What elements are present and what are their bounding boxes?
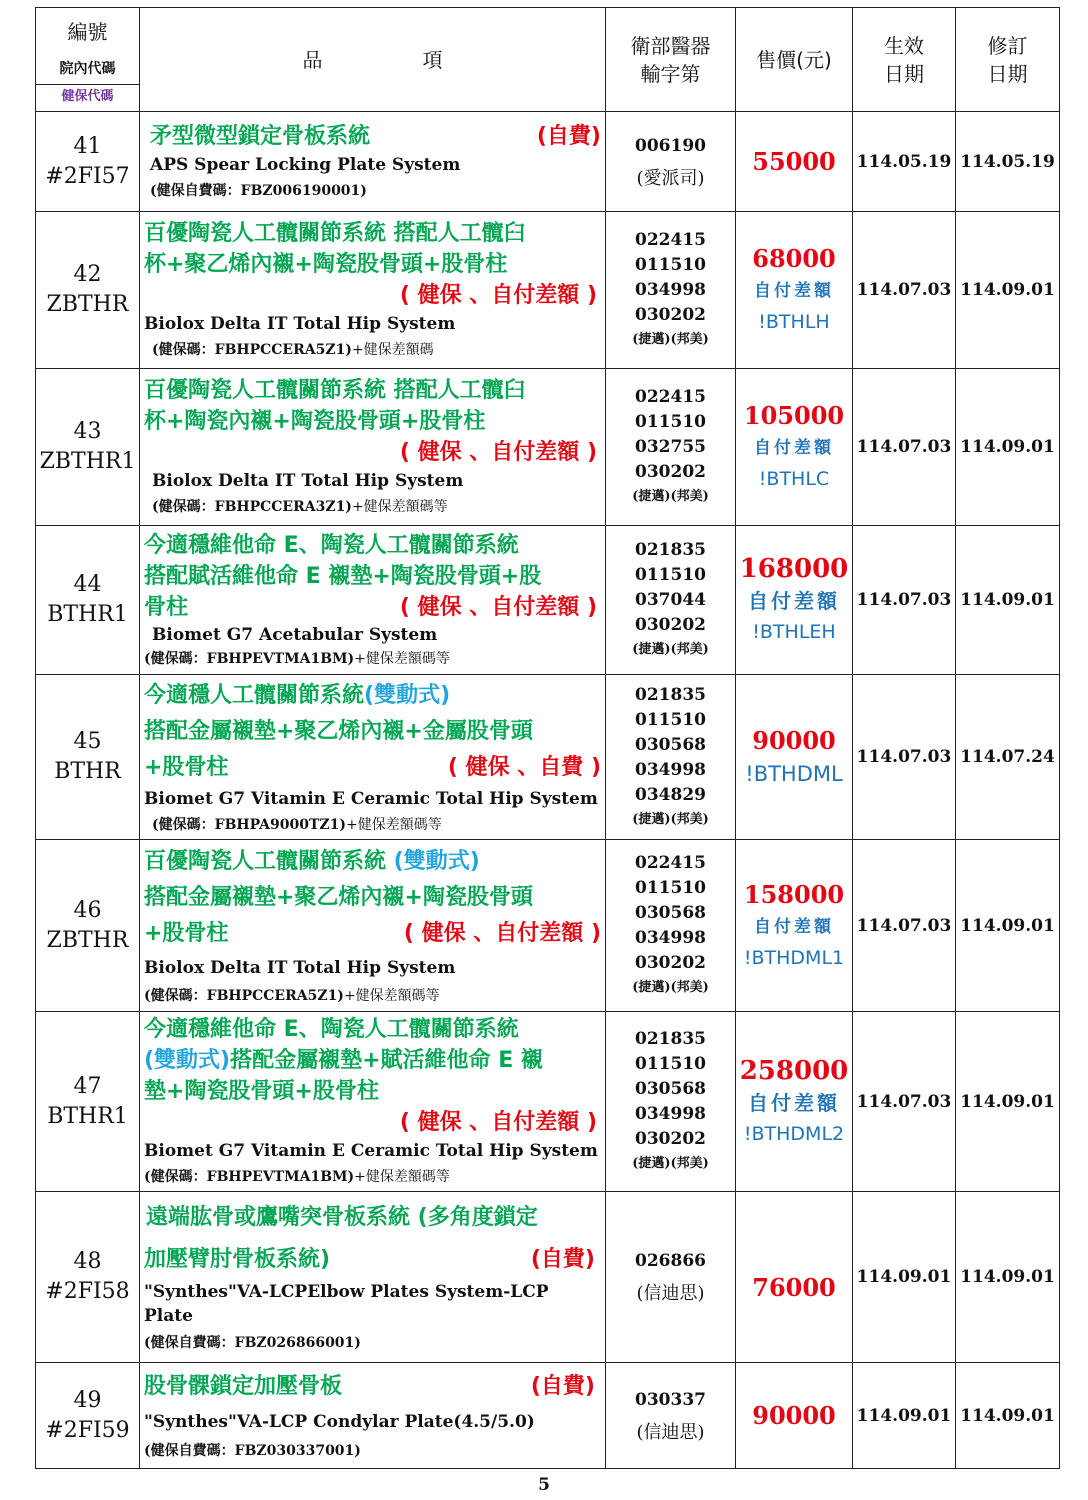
price: 76000 (736, 1192, 853, 1363)
permit-number: 022415 011510 032755 030202 (捷邁)(邦美) (606, 369, 736, 526)
price: 55000 (736, 112, 853, 212)
item-code: 49 #2FI59 (36, 1363, 140, 1469)
table-row (36, 369, 1060, 526)
price: 90000 !BTHDML (736, 675, 853, 840)
revised-date: 114.09.01 (956, 1192, 1060, 1363)
revised-date: 114.09.01 (956, 1363, 1060, 1469)
item-description: 矛型微型鎖定骨板系統 (自費) APS Spear Locking Plate System (健保自費碼：FBZ006190001) (140, 112, 606, 212)
revised-date: 114.07.24 (956, 675, 1060, 840)
permit-number: 021835 011510 030568 034998 034829 (捷邁)(邦美) (606, 675, 736, 840)
header-row (36, 8, 1060, 112)
revised-date: 114.05.19 (956, 112, 1060, 212)
effective-date: 114.07.03 (853, 369, 956, 526)
effective-date: 114.09.01 (853, 1192, 956, 1363)
price: 158000 自付差額 !BTHDML1 (736, 840, 853, 1012)
permit-number: 030337 (信迪思) (606, 1363, 736, 1469)
item-description: 今適穩人工髖關節系統(雙動式) 搭配金屬襯墊+聚乙烯內襯+金屬股骨頭 +股骨柱 ( 健保 、自費 ) Biomet G7 Vitamin E Ceramic Total Hip System (健保碼：FBHPA9000TZ1)+健保差額碼等 (140, 675, 606, 840)
header-price: 售價(元) (736, 8, 853, 112)
header-permit: 衛部醫器 輸字第 (606, 8, 736, 112)
effective-date: 114.07.03 (853, 840, 956, 1012)
effective-date: 114.05.19 (853, 112, 956, 212)
item-code: 44 BTHR1 (36, 526, 140, 675)
effective-date: 114.07.03 (853, 212, 956, 369)
item-description: 百優陶瓷人工髖關節系統 搭配人工髖臼 杯+陶瓷內襯+陶瓷股骨頭+股骨柱 ( 健保 、自付差額 ) Biolox Delta IT Total Hip System (健保碼：FBHPCCERA3Z1)+健保差額碼等 (140, 369, 606, 526)
revised-date: 114.09.01 (956, 840, 1060, 1012)
permit-number: 021835 011510 037044 030202 (捷邁)(邦美) (606, 526, 736, 675)
effective-date: 114.07.03 (853, 1012, 956, 1192)
item-description: 遠端肱骨或鷹嘴突骨板系統 (多角度鎖定 加壓臂肘骨板系統) (自費) "Synthes"VA-LCPElbow Plates System-LCP Plate (健保自費碼：FBZ026866001) (140, 1192, 606, 1363)
item-code: 47 BTHR1 (36, 1012, 140, 1192)
table-row (36, 675, 1060, 840)
revised-date: 114.09.01 (956, 369, 1060, 526)
item-description: 百優陶瓷人工髖關節系統 搭配人工髖臼 杯+聚乙烯內襯+陶瓷股骨頭+股骨柱 ( 健保 、自付差額 ) Biolox Delta IT Total Hip System (健保碼：FBHPCCERA5Z1)+健保差額碼 (140, 212, 606, 369)
table-row (36, 212, 1060, 369)
price: 258000 自付差額 !BTHDML2 (736, 1012, 853, 1192)
header-effective: 生效 日期 (853, 8, 956, 112)
item-description: 今適穩維他命 E、陶瓷人工髖關節系統 (雙動式)搭配金屬襯墊+賦活維他命 E 襯 墊+陶瓷股骨頭+股骨柱 ( 健保 、自付差額 ) Biomet G7 Vitamin E Ceramic Total Hip System (健保碼：FBHPEVTMA1BM)+健保差額碼等 (140, 1012, 606, 1192)
price-table (35, 7, 1060, 1469)
price: 168000 自付差額 !BTHLEH (736, 526, 853, 675)
revised-date: 114.09.01 (956, 526, 1060, 675)
item-code: 43 ZBTHR1 (36, 369, 140, 526)
item-code: 41 #2FI57 (36, 112, 140, 212)
item-code: 48 #2FI58 (36, 1192, 140, 1363)
price: 105000 自付差額 !BTHLC (736, 369, 853, 526)
header-code: 編號 院內代碼 健保代碼 (36, 8, 140, 112)
price: 90000 (736, 1363, 853, 1469)
item-code: 45 BTHR (36, 675, 140, 840)
table-row (36, 840, 1060, 1012)
permit-number: 006190 (愛派司) (606, 112, 736, 212)
item-code: 46 ZBTHR (36, 840, 140, 1012)
table-row (36, 1192, 1060, 1363)
table-row (36, 1012, 1060, 1192)
item-description: 今適穩維他命 E、陶瓷人工髖關節系統 搭配賦活維他命 E 襯墊+陶瓷股骨頭+股 骨柱 ( 健保 、自付差額 ) Biomet G7 Acetabular System (健保碼：FBHPEVTMA1BM)+健保差額碼等 (140, 526, 606, 675)
permit-number: 022415 011510 030568 034998 030202 (捷邁)(邦美) (606, 840, 736, 1012)
effective-date: 114.07.03 (853, 526, 956, 675)
item-code: 42 ZBTHR (36, 212, 140, 369)
header-item: 品 項 (140, 8, 606, 112)
item-description: 百優陶瓷人工髖關節系統 (雙動式) 搭配金屬襯墊+聚乙烯內襯+陶瓷股骨頭 +股骨柱 ( 健保 、自付差額 ) Biolox Delta IT Total Hip System (健保碼：FBHPCCERA5Z1)+健保差額碼等 (140, 840, 606, 1012)
effective-date: 114.09.01 (853, 1363, 956, 1469)
header-revised: 修訂 日期 (956, 8, 1060, 112)
table-row (36, 112, 1060, 212)
permit-number: 026866 (信迪思) (606, 1192, 736, 1363)
revised-date: 114.09.01 (956, 212, 1060, 369)
table-row (36, 526, 1060, 675)
table-row (36, 1363, 1060, 1469)
price: 68000 自付差額 !BTHLH (736, 212, 853, 369)
effective-date: 114.07.03 (853, 675, 956, 840)
permit-number: 022415 011510 034998 030202 (捷邁)(邦美) (606, 212, 736, 369)
revised-date: 114.09.01 (956, 1012, 1060, 1192)
permit-number: 021835 011510 030568 034998 030202 (捷邁)(邦美) (606, 1012, 736, 1192)
page-number: 5 (538, 1475, 550, 1495)
item-description: 股骨髁鎖定加壓骨板 (自費) "Synthes"VA-LCP Condylar Plate(4.5/5.0) (健保自費碼：FBZ030337001) (140, 1363, 606, 1469)
